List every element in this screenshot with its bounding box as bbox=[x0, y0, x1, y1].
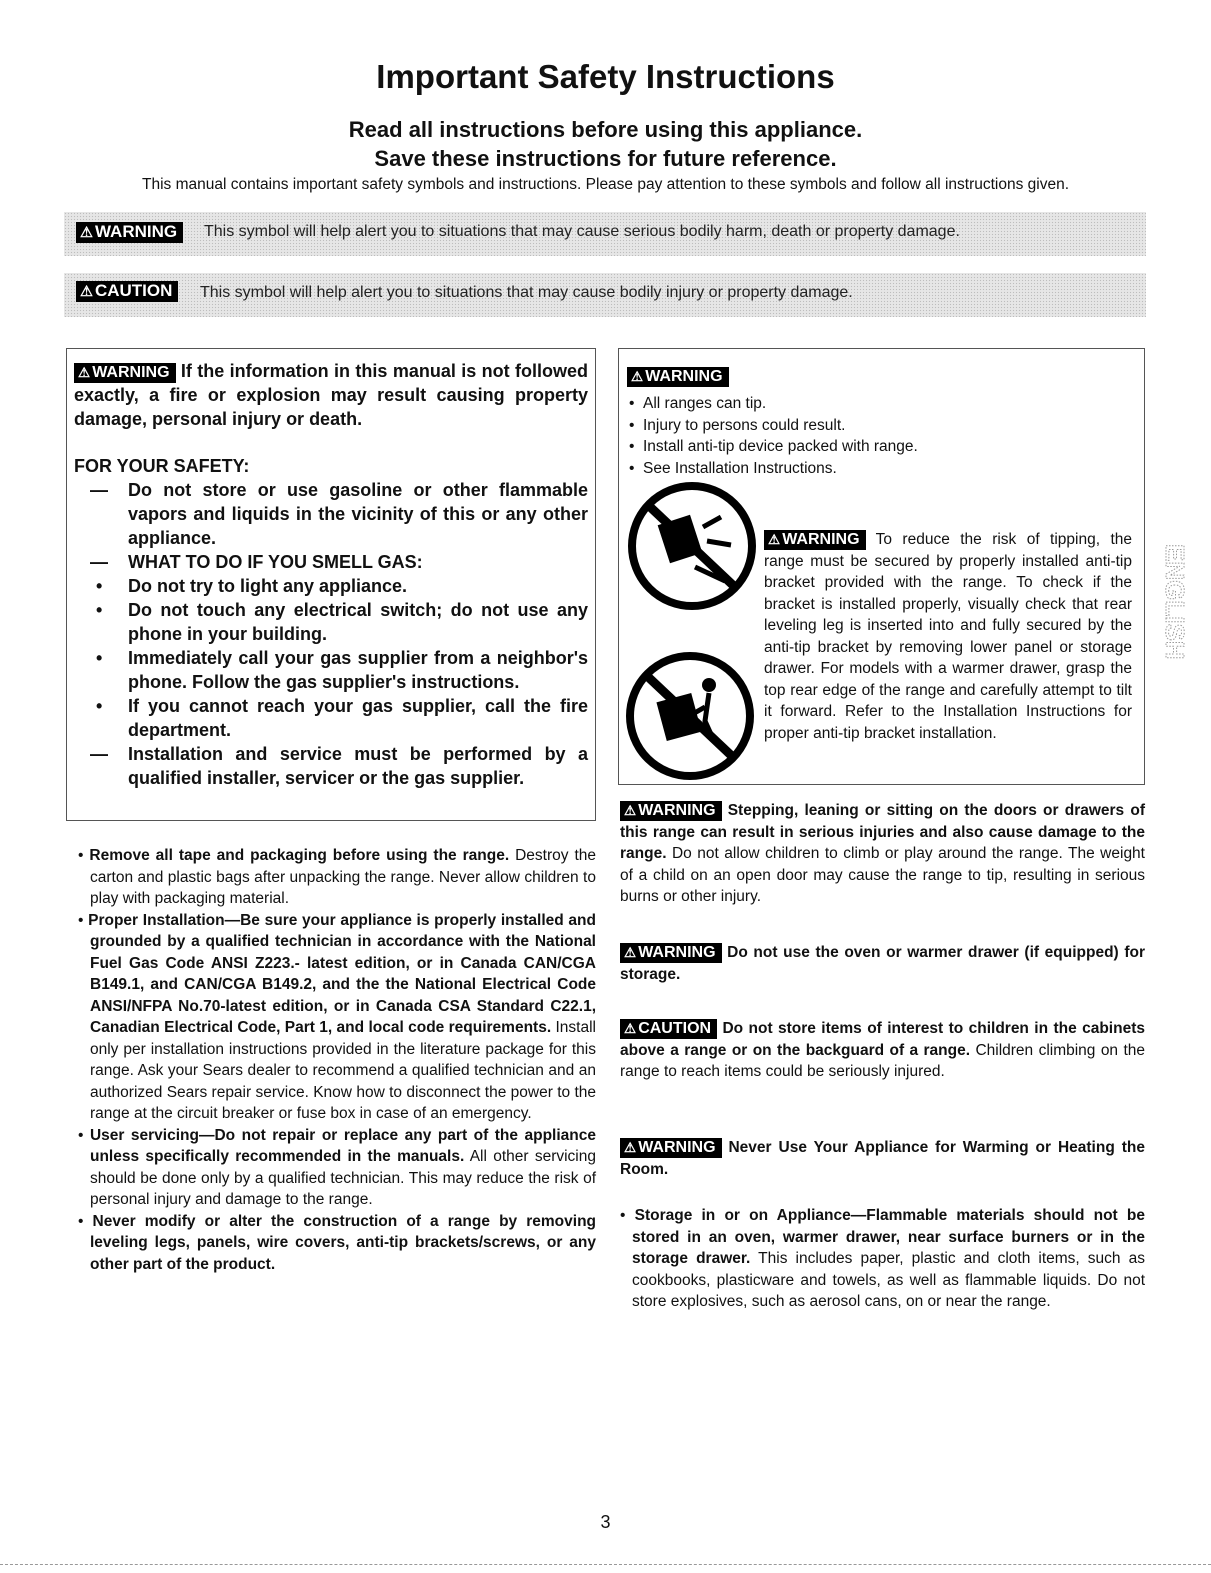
safety-list bbox=[74, 478, 588, 790]
list-marker: — bbox=[90, 744, 108, 764]
language-side-tab bbox=[1148, 540, 1190, 685]
intro-text: This manual contains important safety symbols and instructions. Please pay attention to these symbols and follow all instructions given. bbox=[141, 176, 1070, 193]
warning-symbol-band bbox=[64, 212, 1146, 256]
safety-list-item: — WHAT TO DO IF YOU SMELL GAS: bbox=[90, 552, 423, 572]
safety-list-item: • Do not try to light any appliance. bbox=[96, 576, 408, 596]
side-tab-text: ENGLISH bbox=[1160, 544, 1190, 660]
anti-tip-text: ⚠ WARNING To reduce the risk of tipping, the range must be secured by properly installed anti-tip bracket provided with the range. To check if the bracket is installed properly, visually check that rear leveling leg is inserted into and fully secured by the anti-tip bracket by removing lower panel or storage drawer. For models with a warmer drawer, grasp the top rear edge of the range and carefully attempt to tilt it forward. Refer to the Installation Instructions for proper anti-tip bracket installation. bbox=[764, 531, 1132, 742]
storage-warning: ⚠ WARNING Do not use the oven or warmer drawer (if equipped) for storage. bbox=[620, 944, 1145, 983]
bottom-rule bbox=[0, 1564, 1211, 1565]
safety-list-item: — Installation and service must be performed by a qualified installer, servicer or the gas supplier. bbox=[90, 744, 588, 788]
alert-triangle-icon: ⚠ bbox=[78, 365, 91, 380]
page-title: Important Safety Instructions bbox=[376, 58, 835, 95]
list-item: • Remove all tape and packaging before using the range. Destroy the carton and plastic bags after unpacking the range. Never allow children to play with packaging material. bbox=[78, 847, 597, 907]
heating-warning: ⚠ WARNING Never Use Your Appliance for Warming or Heating the Room. bbox=[620, 1139, 1145, 1178]
safety-list-item: • Do not touch any electrical switch; do not use any phone in your building. bbox=[96, 600, 588, 644]
page-number: 3 bbox=[600, 1512, 611, 1532]
flammable-storage-bullet: • Storage in or on Appliance—Flammable materials should not be stored in an oven, warmer drawer, near surface burners or in the storage drawer. This includes paper, plastic and cloth items, such as cookbooks, plasticware and towels, as well as flammable liquids. Do not store explosives, such as aerosol cans, on or near the range. bbox=[620, 1207, 1146, 1310]
warning-badge: ⚠ WARNING bbox=[76, 222, 183, 243]
list-item: • Install anti-tip device packed with range. bbox=[629, 436, 1129, 458]
alert-triangle-icon: ⚠ bbox=[80, 225, 93, 241]
warning-symbol-text: This symbol will help alert you to situations that may cause serious bodily harm, death or property damage. bbox=[204, 223, 960, 240]
warning-badge: ⚠ WARNING bbox=[620, 1138, 722, 1158]
list-marker: • bbox=[96, 696, 103, 716]
stepping-warning: ⚠ WARNING Stepping, leaning or sitting on the doors or drawers of this range can result in serious injuries and also cause damage to the range. Do not allow children to climb or play around the range. The weight of a child on an open door may cause the range to tip, resulting in serious burns or other injury. bbox=[620, 802, 1145, 905]
anti-tip-box bbox=[618, 348, 1145, 785]
safety-heading: FOR YOUR SAFETY: bbox=[74, 456, 250, 476]
subtitle-save: Save these instructions for future reference. bbox=[374, 146, 837, 171]
alert-triangle-icon: ⚠ bbox=[768, 532, 781, 547]
alert-triangle-icon: ⚠ bbox=[624, 1021, 637, 1036]
no-climbing-icon bbox=[625, 479, 760, 614]
list-item: • Proper Installation—Be sure your appliance is properly installed and grounded by a qualified technician in accordance with the National Fuel Gas Code ANSI Z223.- latest edition, or in Canada CAN/CGA B149.1, and CAN/CGA B149.2, and the the National Electrical Code ANSI/NFPA No.70-latest edition, or in Canada CSA Standard C22.1, Canadian Electrical Code, Part 1, and local code requirements. Install only per installation instructions provided in the literature package for this range. Ask your Sears dealer to recommend a qualified technician and an authorized Sears repair service. Know how to disconnect the power to the range at the circuit breaker or fuse box in case of an emergency. bbox=[78, 911, 596, 1122]
list-marker: — bbox=[90, 480, 108, 500]
safety-list-item: — Do not store or use gasoline or other flammable vapors and liquids in the vicinity of this or any other appliance. bbox=[90, 480, 588, 548]
list-item: • All ranges can tip. bbox=[629, 393, 1129, 415]
caution-badge: ⚠ CAUTION bbox=[76, 281, 178, 302]
list-item: • See Installation Instructions. bbox=[629, 458, 1129, 480]
warning-badge: ⚠ WARNING bbox=[764, 530, 866, 550]
caution-badge: ⚠ CAUTION bbox=[620, 1019, 717, 1039]
list-marker: • bbox=[96, 648, 103, 668]
caution-symbol-band bbox=[64, 273, 1146, 317]
list-marker: • bbox=[96, 576, 103, 596]
warning-badge: ⚠ WARNING bbox=[627, 367, 729, 387]
left-bullet-list bbox=[78, 845, 596, 1275]
list-item: • Injury to persons could result. bbox=[629, 415, 1129, 437]
list-marker: — bbox=[90, 552, 108, 572]
tip-bullets bbox=[629, 393, 1129, 479]
list-item: • Never modify or alter the construction of a range by removing leveling legs, panels, wire covers, anti-tip brackets/screws, or any other part of the product. bbox=[78, 1212, 597, 1273]
list-marker: • bbox=[96, 600, 103, 620]
alert-triangle-icon: ⚠ bbox=[624, 803, 637, 818]
safety-list-item: • Immediately call your gas supplier from a neighbor's phone. Follow the gas supplier's instructions. bbox=[96, 648, 588, 692]
caution-symbol-text: This symbol will help alert you to situations that may cause bodily injury or property damage. bbox=[200, 284, 853, 301]
gas-warning-intro: ⚠ WARNING If the information in this manual is not followed exactly, a fire or explosion may result causing property damage, personal injury or death. bbox=[74, 361, 588, 429]
list-item: • User servicing—Do not repair or replace any part of the appliance unless specifically recommended in the manuals. All other servicing should be done only by a qualified technician. This may reduce the risk of personal injury and damage to the range. bbox=[78, 1126, 596, 1208]
cabinets-caution: ⚠ CAUTION Do not store items of interest to children in the cabinets above a range or on the backguard of a range. Children climbing on the range to reach items could be seriously injured. bbox=[620, 1020, 1145, 1080]
subtitle-read: Read all instructions before using this appliance. bbox=[348, 117, 863, 142]
gas-warning-box bbox=[66, 348, 596, 821]
alert-triangle-icon: ⚠ bbox=[624, 945, 637, 960]
warning-badge: ⚠ WARNING bbox=[74, 363, 176, 383]
warning-badge: ⚠ WARNING bbox=[620, 801, 722, 821]
alert-triangle-icon: ⚠ bbox=[624, 1140, 637, 1155]
warning-badge: ⚠ WARNING bbox=[620, 943, 722, 963]
alert-triangle-icon: ⚠ bbox=[631, 369, 644, 384]
safety-list-item: • If you cannot reach your gas supplier, call the fire department. bbox=[96, 696, 588, 740]
alert-triangle-icon: ⚠ bbox=[80, 284, 93, 300]
no-tipping-icon bbox=[623, 649, 758, 784]
